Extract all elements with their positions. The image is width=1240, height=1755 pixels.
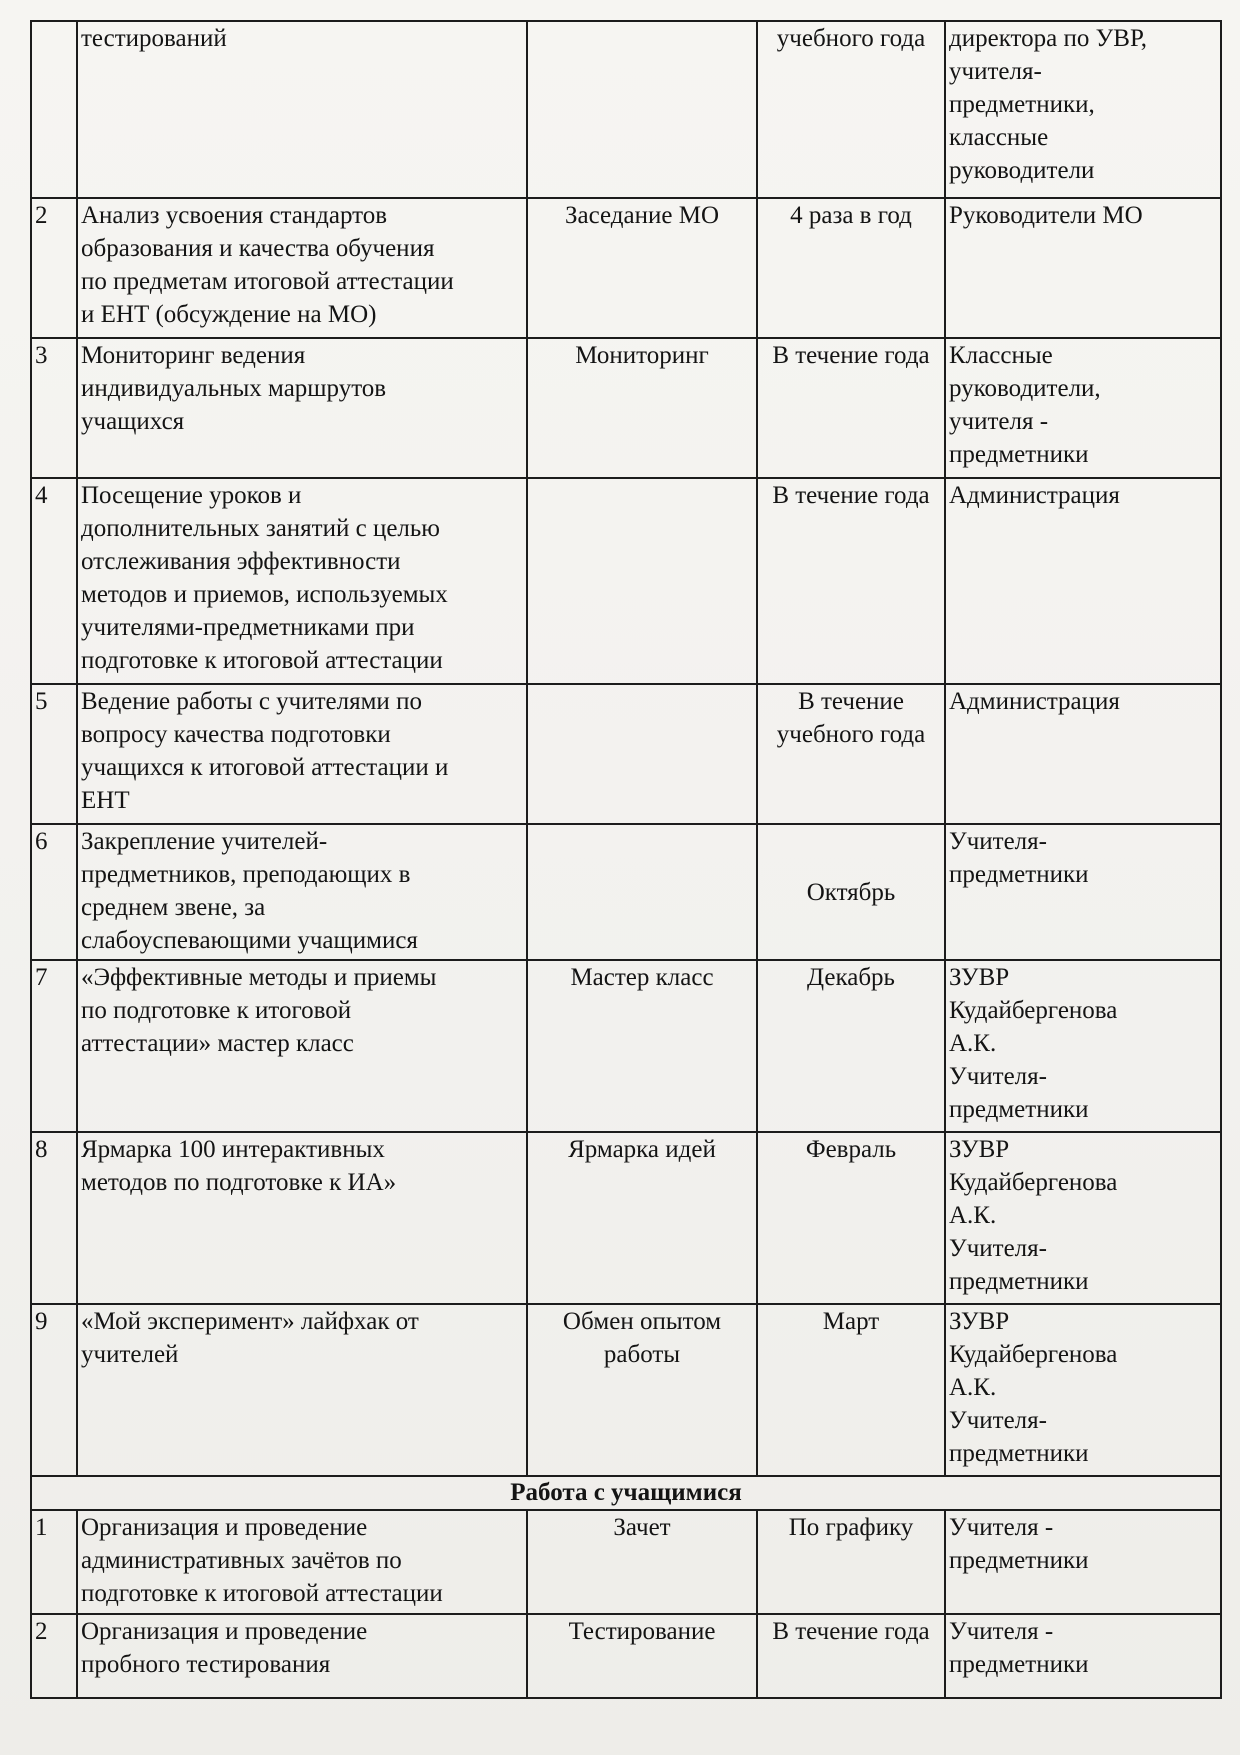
event-text: отслеживания эффективности <box>81 548 401 575</box>
period-cell <box>757 684 945 824</box>
event-text: методов по подготовке к ИА» <box>81 1169 397 1196</box>
responsible-text: предметники <box>949 1651 1089 1678</box>
responsible-text: классные <box>949 124 1049 151</box>
period-cell <box>757 960 945 1132</box>
row-number: 6 <box>35 828 48 855</box>
responsible-text: предметники <box>949 1547 1089 1574</box>
period-text: В течение <box>798 688 904 715</box>
form-cell <box>527 478 757 684</box>
period-text: В течение года <box>772 1618 930 1645</box>
form-cell <box>527 1304 757 1476</box>
event-cell <box>77 1614 527 1698</box>
table-row <box>31 684 1221 824</box>
row-number: 1 <box>35 1514 48 1541</box>
responsible-text: Кудайбергенова <box>949 1341 1118 1368</box>
form-text: Обмен опытом <box>562 1308 722 1335</box>
form-text: Тестирование <box>568 1618 716 1645</box>
form-cell <box>527 1510 757 1614</box>
responsible-text: Классные <box>949 342 1053 369</box>
event-text: Организация и проведение <box>81 1618 368 1645</box>
table-row <box>31 1132 1221 1304</box>
row-number: 2 <box>35 202 48 229</box>
period-cell <box>757 198 945 338</box>
responsible-text: Руководители МО <box>949 202 1143 229</box>
responsible-cell <box>945 1614 1221 1698</box>
event-text: по подготовке к итоговой <box>81 997 352 1024</box>
period-text: Март <box>822 1308 880 1335</box>
responsible-cell <box>945 478 1221 684</box>
event-cell <box>77 198 527 338</box>
event-text: тестирований <box>81 25 227 52</box>
period-text: Декабрь <box>807 964 895 991</box>
event-cell <box>77 1132 527 1304</box>
responsible-text: Кудайбергенова <box>949 1169 1118 1196</box>
responsible-text: Администрация <box>949 688 1120 715</box>
row-number: 2 <box>35 1618 48 1645</box>
form-text: Мастер класс <box>570 964 714 991</box>
event-text: ЕНТ <box>81 787 130 814</box>
event-cell <box>77 1304 527 1476</box>
responsible-text: Учителя- <box>949 1063 1047 1090</box>
period-cell <box>757 478 945 684</box>
responsible-text: ЗУВР <box>949 964 1010 991</box>
responsible-text: Учителя - <box>949 1514 1054 1541</box>
event-text: учителей <box>81 1341 179 1368</box>
row-number: 8 <box>35 1136 48 1163</box>
period-cell <box>757 338 945 478</box>
event-text: методов и приемов, используемых <box>81 581 448 608</box>
period-cell <box>757 824 945 960</box>
row-number: 5 <box>35 688 48 715</box>
form-text: Зачет <box>613 1514 671 1541</box>
event-text: дополнительных занятий с целью <box>81 515 440 542</box>
row-number: 3 <box>35 342 48 369</box>
event-text: по предметам итоговой аттестации <box>81 268 454 295</box>
row-number-cell <box>31 684 77 824</box>
event-text: Ярмарка 100 интерактивных <box>81 1136 385 1163</box>
period-text: В течение года <box>772 482 930 509</box>
event-cell <box>77 960 527 1132</box>
period-text: Февраль <box>805 1136 897 1163</box>
form-cell <box>527 1614 757 1698</box>
row-number: 4 <box>35 482 48 509</box>
event-text: Мониторинг ведения <box>81 342 306 369</box>
responsible-cell <box>945 21 1221 198</box>
responsible-cell <box>945 960 1221 1132</box>
table-row <box>31 198 1221 338</box>
form-text: Ярмарка идей <box>568 1136 716 1163</box>
table-row <box>31 478 1221 684</box>
event-text: индивидуальных маршрутов <box>81 375 387 402</box>
responsible-text: Кудайбергенова <box>949 997 1118 1024</box>
responsible-text: Учителя- <box>949 828 1047 855</box>
event-cell <box>77 1510 527 1614</box>
table-row <box>31 960 1221 1132</box>
responsible-text: предметники <box>949 1268 1089 1295</box>
period-text: По графику <box>788 1514 914 1541</box>
row-number-cell <box>31 1132 77 1304</box>
responsible-cell <box>945 824 1221 960</box>
event-text: и ЕНТ (обсуждение на МО) <box>81 301 377 328</box>
responsible-text: А.К. <box>949 1030 997 1057</box>
responsible-cell <box>945 198 1221 338</box>
responsible-text: Учителя - <box>949 1618 1054 1645</box>
action-plan-table <box>30 20 1222 1699</box>
table-row <box>31 21 1221 198</box>
responsible-cell <box>945 338 1221 478</box>
row-number-cell <box>31 478 77 684</box>
table-row <box>31 1614 1221 1698</box>
period-text: учебного года <box>776 721 926 748</box>
event-text: «Эффективные методы и приемы <box>81 964 437 991</box>
form-text: Заседание МО <box>565 202 719 229</box>
responsible-text: руководители <box>949 157 1095 184</box>
event-text: вопросу качества подготовки <box>81 721 391 748</box>
row-number-cell <box>31 1510 77 1614</box>
event-text: Закрепление учителей- <box>81 828 328 855</box>
event-text: Анализ усвоения стандартов <box>81 202 388 229</box>
responsible-text: предметники <box>949 861 1089 888</box>
event-text: административных зачётов по <box>81 1547 402 1574</box>
responsible-text: предметники <box>949 441 1089 468</box>
event-text: аттестации» мастер класс <box>81 1030 354 1057</box>
table-row <box>31 338 1221 478</box>
form-text: Мониторинг <box>575 342 709 369</box>
responsible-text: учителя- <box>949 58 1042 85</box>
event-cell <box>77 338 527 478</box>
responsible-text: Администрация <box>949 482 1120 509</box>
period-text: Октябрь <box>806 878 896 906</box>
form-cell <box>527 198 757 338</box>
event-text: «Мой эксперимент» лайфхак от <box>81 1308 419 1335</box>
responsible-cell <box>945 1304 1221 1476</box>
form-cell <box>527 824 757 960</box>
row-number-cell <box>31 824 77 960</box>
form-cell <box>527 684 757 824</box>
event-text: Организация и проведение <box>81 1514 368 1541</box>
responsible-text: А.К. <box>949 1202 997 1229</box>
responsible-text: директора по УВР, <box>949 25 1147 52</box>
event-text: учащихся <box>81 408 185 435</box>
event-text: Ведение работы с учителями по <box>81 688 422 715</box>
responsible-text: Учителя- <box>949 1407 1047 1434</box>
responsible-cell <box>945 684 1221 824</box>
event-text: учителями-предметниками при <box>81 614 415 641</box>
responsible-cell <box>945 1132 1221 1304</box>
event-text: пробного тестирования <box>81 1651 331 1678</box>
responsible-text: А.К. <box>949 1374 997 1401</box>
event-cell <box>77 824 527 960</box>
responsible-text: учителя - <box>949 408 1049 435</box>
row-number-cell <box>31 198 77 338</box>
form-text: работы <box>603 1341 681 1368</box>
event-text: подготовке к итоговой аттестации <box>81 1580 443 1607</box>
section-header-row <box>31 1476 1221 1510</box>
responsible-text: Учителя- <box>949 1235 1047 1262</box>
responsible-text: предметники <box>949 1440 1089 1467</box>
form-cell <box>527 1132 757 1304</box>
form-cell <box>527 21 757 198</box>
table-row <box>31 1304 1221 1476</box>
row-number-cell <box>31 1614 77 1698</box>
row-number-cell <box>31 1304 77 1476</box>
event-text: учащихся к итоговой аттестации и <box>81 754 449 781</box>
row-number-cell <box>31 21 77 198</box>
event-text: образования и качества обучения <box>81 235 435 262</box>
table-row <box>31 824 1221 960</box>
responsible-text: предметники, <box>949 91 1095 118</box>
event-text: предметников, преподающих в <box>81 861 411 888</box>
event-text: Посещение уроков и <box>81 482 302 509</box>
responsible-text: предметники <box>949 1096 1089 1123</box>
row-number-cell <box>31 338 77 478</box>
period-cell <box>757 21 945 198</box>
responsible-cell <box>945 1510 1221 1614</box>
event-text: слабоуспевающими учащимися <box>81 927 418 954</box>
responsible-text: ЗУВР <box>949 1308 1010 1335</box>
form-cell <box>527 338 757 478</box>
table-row <box>31 1510 1221 1614</box>
responsible-text: ЗУВР <box>949 1136 1010 1163</box>
period-text: учебного года <box>776 25 926 52</box>
event-cell <box>77 684 527 824</box>
row-number: 9 <box>35 1308 48 1335</box>
row-number-cell <box>31 960 77 1132</box>
event-text: среднем звене, за <box>81 894 266 921</box>
event-text: подготовке к итоговой аттестации <box>81 647 443 674</box>
period-cell <box>757 1132 945 1304</box>
period-cell <box>757 1304 945 1476</box>
period-cell <box>757 1510 945 1614</box>
responsible-text: руководители, <box>949 375 1101 402</box>
form-cell <box>527 960 757 1132</box>
period-text: 4 раза в год <box>790 202 912 229</box>
row-number: 7 <box>35 964 48 991</box>
section-title: Работа с учащимися <box>31 1476 1221 1510</box>
period-text: В течение года <box>772 342 930 369</box>
event-cell <box>77 478 527 684</box>
event-cell <box>77 21 527 198</box>
period-cell <box>757 1614 945 1698</box>
